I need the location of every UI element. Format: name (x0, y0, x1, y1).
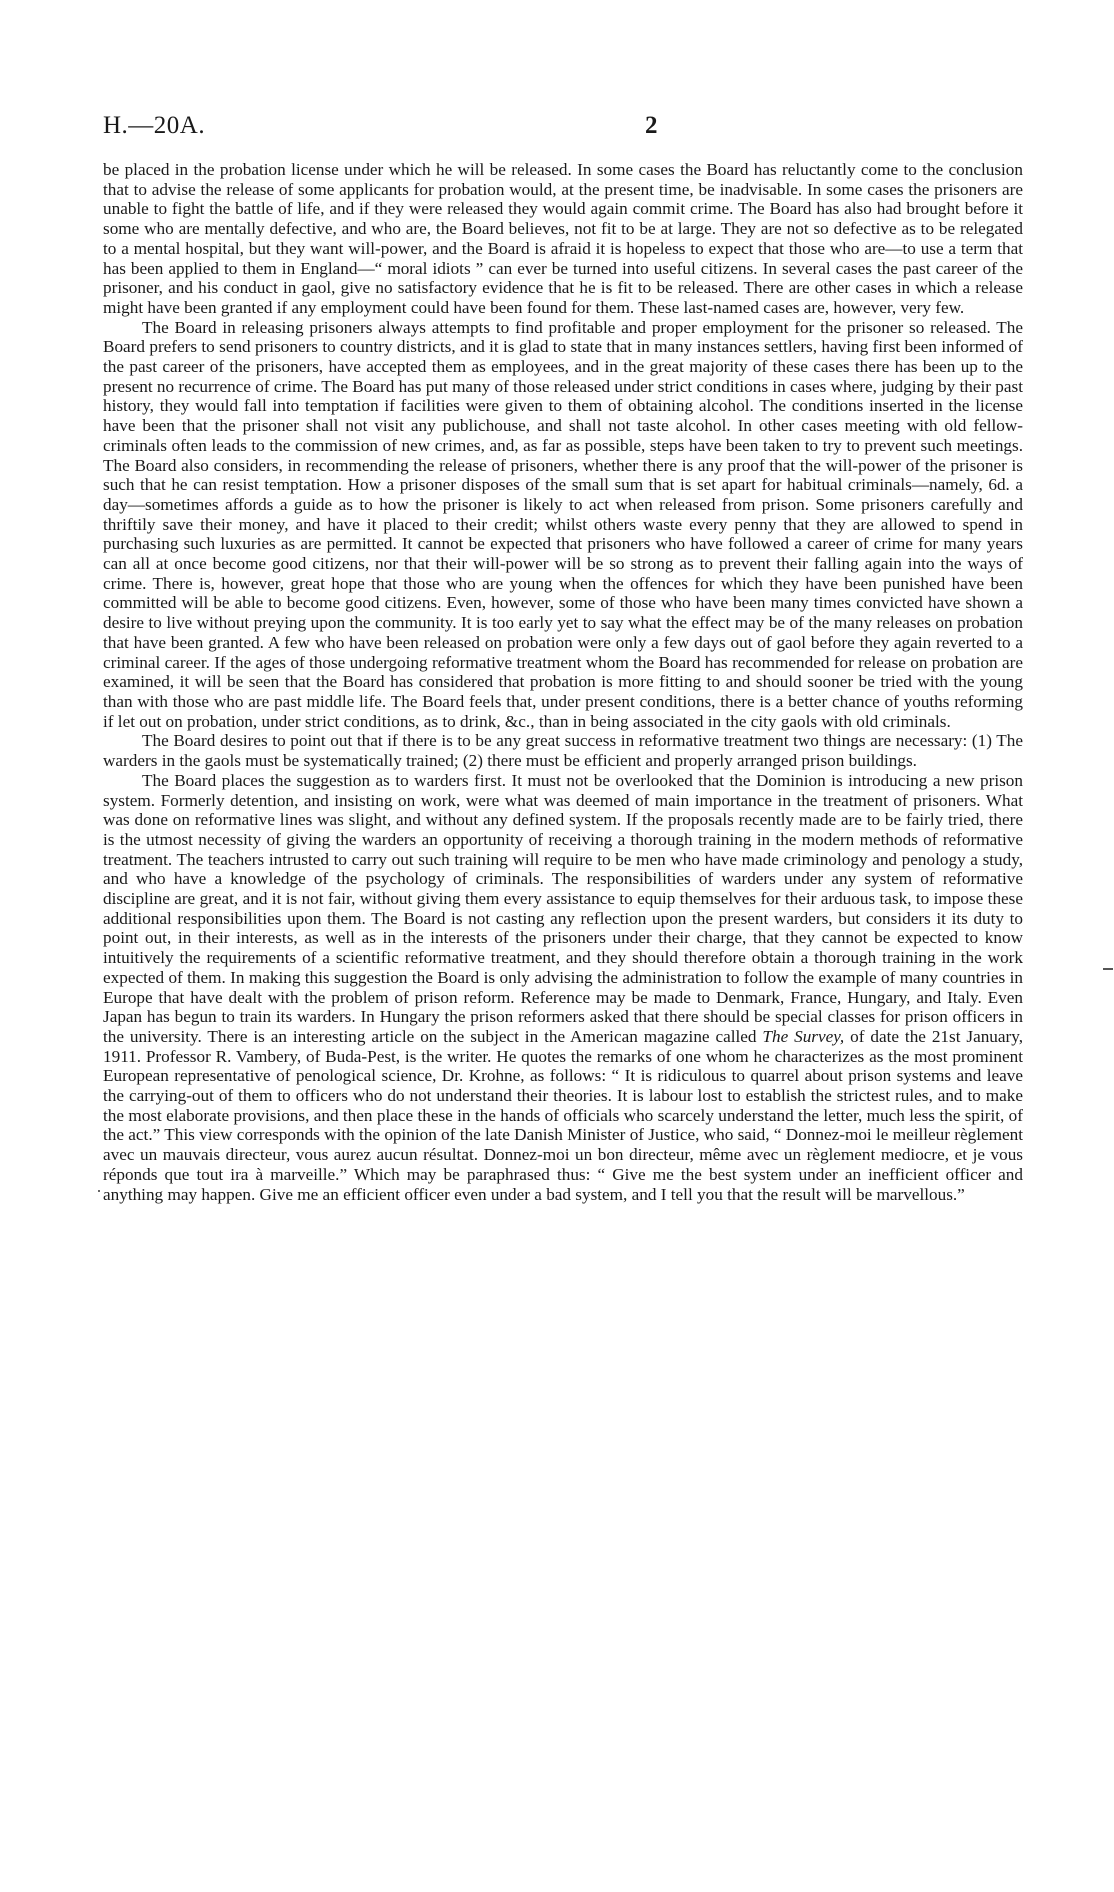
paragraph-employment: The Board in releasing prisoners always attempts to find profitable and proper employment for the prisoner so released. The Board prefers to send prisoners to country districts, and it is glad to state that in many instances settlers, having first been informed of the past career of the prisoners, have accepted them as employees, and in the great majority of these cases there has been up to the present no recurrence of crime. The Board has put many of those released under strict conditions in cases where, judging by their past history, they would fall into temptation if facilities were given to them of obtaining alcohol. The conditions inserted in the license have been that the prisoner shall not visit any publichouse, and shall not taste alcohol. In other cases meeting with old fellow-criminals often leads to the commission of new crimes, and, as far as possible, steps have been taken to try to prevent such meetings. The Board also considers, in recommending the release of prisoners, whether there is any proof that the will-power of the prisoner is such that he can resist temptation. How a prisoner disposes of the small sum that is set apart for habitual criminals—namely, 6d. a day—sometimes affords a guide as to how the prisoner is likely to act when released from prison. Some prisoners carefully and thriftily save their money, and have it placed to their credit; whilst others waste every penny that they are allowed to spend in purchasing such luxuries as are permitted. It cannot be expected that prisoners who have followed a career of crime for many years can all at once become good citizens, nor that their will-power will be so strong as to prevent their falling again into the ways of crime. There is, however, great hope that those who are young when the offences for which they have been punished have been committed will be able to become good citizens. Even, however, some of those who have been many times convicted have shown a desire to live without preying upon the community. It is too early yet to say what the effect may be of the many releases on probation that have been granted. A few who have been released on probation were only a few days out of gaol before they again reverted to a criminal career. If the ages of those undergoing reformative treatment whom the Board has recommended for release on probation are examined, it will be seen that the Board has considered that probation is more fitting to and should sooner be tried with the young than with those who are past middle life. The Board feels that, under present conditions, there is a better chance of youths reforming if let out on probation, under strict conditions, as to drink, &c., than in being associated in the city gaols with old criminals. (103, 317, 1023, 731)
paragraph-warders-text: The Board places the suggestion as to warders first. It must not be overlooked that the Dominion is introducing a new prison system. Formerly detention, and insisting on work, were what was deemed of main importance in the treatment of prisoners. What was done on reformative lines was slight, and without any defined system. If the proposals recently made are to be fairly tried, there is the utmost necessity of giving the warders an opportunity of receiving a thorough training in the modern methods of reformative treatment. The teachers intrusted to carry out such training will require to be men who have made criminology and penology a study, and who have a knowledge of the psychology of criminals. The responsibilities of warders under any system of reformative discipline are great, and it is not fair, without giving them every assistance to equip themselves for their arduous task, to impose these additional responsibilities upon them. The Board is not casting any reflection upon the present warders, but considers it its duty to point out, in their interests, as well as in the interests of the prisoners under their charge, that they cannot be expected to know intuitively the requirements of a scientific reformative treatment, and they should therefore obtain a thorough training in the work expected of them. In making this suggestion the Board is only advising the administration to follow the example of many countries in Europe that have dealt with the problem of prison reform. Reference may be made to Denmark, France, Hungary, and Italy. Even Japan has begun to train its warders. In Hungary the prison reformers asked that there should be special classes for prison officers in the university. There is an interesting article on the subject in the American magazine called (103, 770, 1023, 1046)
margin-dot (98, 1190, 100, 1192)
magazine-title: The Survey, (762, 1026, 845, 1046)
document-reference: H.—20A. (103, 112, 206, 139)
page-number: 2 (645, 112, 658, 139)
margin-mark (1103, 968, 1113, 970)
paragraph-two-things-necessary: The Board desires to point out that if there is to be any great success in reformative treatment two things are necessary: (1) The warders in the gaols must be systematically trained; (2) there must be efficient and properly arranged prison buildings. (103, 731, 1023, 771)
paragraph-continuation: be placed in the probation license under which he will be released. In some cases the Board has reluctantly come to the conclusion that to advise the release of some applicants for probation would, at the present time, be inadvisable. In some cases the prisoners are unable to fight the battle of life, and if they were released they would again commit crime. The Board has also had brought before it some who are mentally defective, and who are, the Board believes, not fit to be at large. They are not so defective as to be relegated to a mental hospital, but they want will-power, and the Board is afraid it is hopeless to expect that those who are—to use a term that has been applied to them in England—“ moral idiots ” can ever be turned into useful citizens. In several cases the past career of the prisoner, and his conduct in gaol, give no satisfactory evidence that he is fit to be released. There are other cases in which a release might have been granted if any employment could have been found for them. These last-named cases are, however, very few. (103, 160, 1023, 317)
body-text (103, 160, 1023, 1204)
paragraph-warders-text-continued: of date the 21st January, 1911. Professor R. Vambery, of Buda-Pest, is the writer. He quotes the remarks of one whom he characterizes as the most prominent European representative of penological science, Dr. Krohne, as follows: “ It is ridiculous to quarrel about prison systems and leave the carrying-out of them to officers who do not understand their theories. It is labour lost to establish the strictest rules, and to make the most elaborate provisions, and then place these in the hands of officials who scarcely understand the letter, much less the spirit, of the act.” This view corresponds with the opinion of the late Danish Minister of Justice, who said, “ Donnez-moi le meilleur règlement avec un mauvais directeur, vous aurez aucun résultat. Donnez-moi un bon directeur, même avec un règlement mediocre, et je vous réponds que tout ira à marveille.” Which may be paraphrased thus: “ Give me the best system under an inefficient officer and anything may happen. Give me an efficient officer even under a bad system, and I tell you that the result will be marvellous.” (103, 1026, 1024, 1204)
paragraph-warders-training (103, 771, 1023, 1204)
page-header (103, 112, 1011, 146)
